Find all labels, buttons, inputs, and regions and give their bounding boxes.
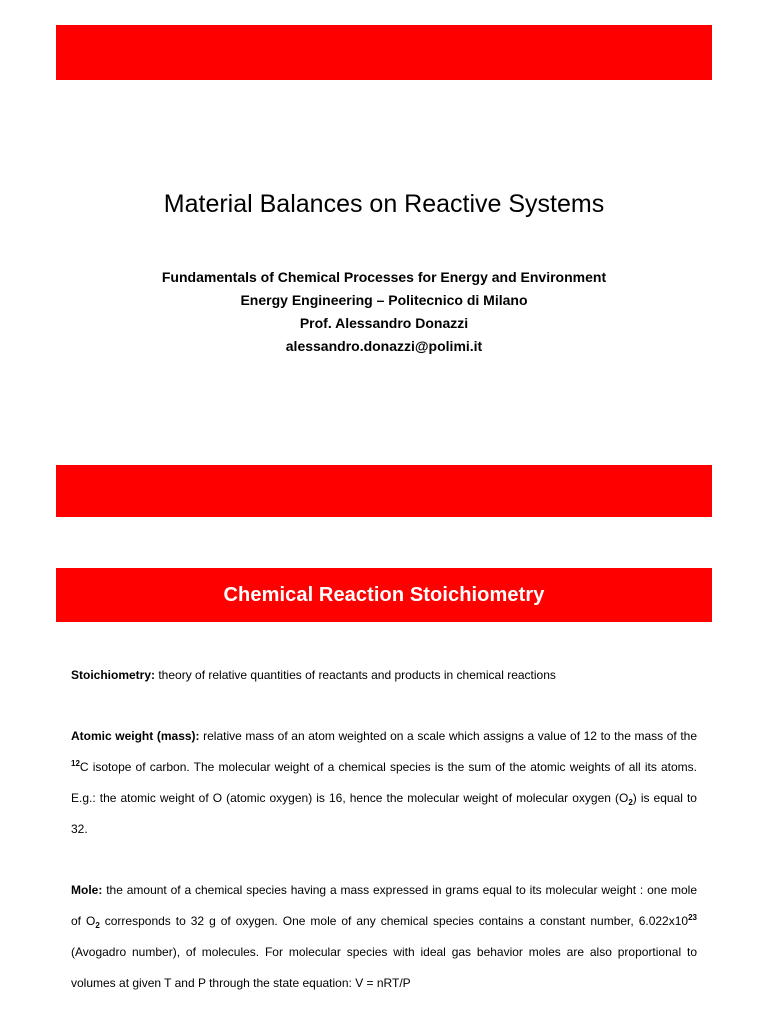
- atomic-weight-text-3: ) is equal to 32.: [71, 791, 697, 836]
- isotope-superscript: 12: [71, 759, 80, 768]
- atomic-weight-text-1: relative mass of an atom weighted on a scale which assigns a value of 12 to the mass of the: [199, 729, 698, 743]
- stoichiometry-term: Stoichiometry:: [71, 668, 156, 682]
- course-name: Fundamentals of Chemical Processes for Energy and Environment: [161, 269, 607, 285]
- middle-red-banner: [56, 465, 712, 517]
- professor-name: Prof. Alessandro Donazzi: [299, 315, 469, 331]
- top-red-banner: [56, 25, 712, 80]
- mole-text-3: (Avogadro number), of molecules. For molecular species with ideal gas behavior moles are also proportional to volumes at given T and P through the state equation: V = nRT/P: [71, 945, 697, 990]
- atomic-weight-term: Atomic weight (mass):: [71, 729, 200, 743]
- mole-oxygen-subscript: 2: [95, 921, 100, 930]
- stoichiometry-text: theory of relative quantities of reactants and products in chemical reactions: [155, 668, 556, 682]
- document-title: Material Balances on Reactive Systems: [163, 190, 605, 218]
- avogadro-exponent: 23: [688, 913, 697, 922]
- oxygen-subscript: 2: [628, 798, 633, 807]
- atomic-weight-text-2: C isotope of carbon. The molecular weight of a chemical species is the sum of the atomic weights of all its atoms. E.g.: the atomic weight of O (atomic oxygen) is 16, hence the molecular weight of molecular oxygen (O: [71, 760, 697, 805]
- mole-text-1: the amount of a chemical species having a mass expressed in grams equal to its molecular weight : one mole of O: [71, 883, 697, 928]
- mole-term: Mole:: [71, 883, 103, 897]
- mole-text-2: corresponds to 32 g of oxygen. One mole of any chemical species contains a constant number, 6.022x10: [99, 914, 689, 928]
- professor-email: alessandro.donazzi@polimi.it: [285, 338, 483, 354]
- program-name: Energy Engineering – Politecnico di Milano: [240, 292, 528, 308]
- mole-definition: [71, 875, 697, 999]
- section-title: Chemical Reaction Stoichiometry: [223, 583, 545, 606]
- stoichiometry-definition: [71, 660, 697, 691]
- section-header-banner: [56, 568, 712, 622]
- title-info-block: [0, 266, 768, 358]
- atomic-weight-definition: [71, 721, 697, 845]
